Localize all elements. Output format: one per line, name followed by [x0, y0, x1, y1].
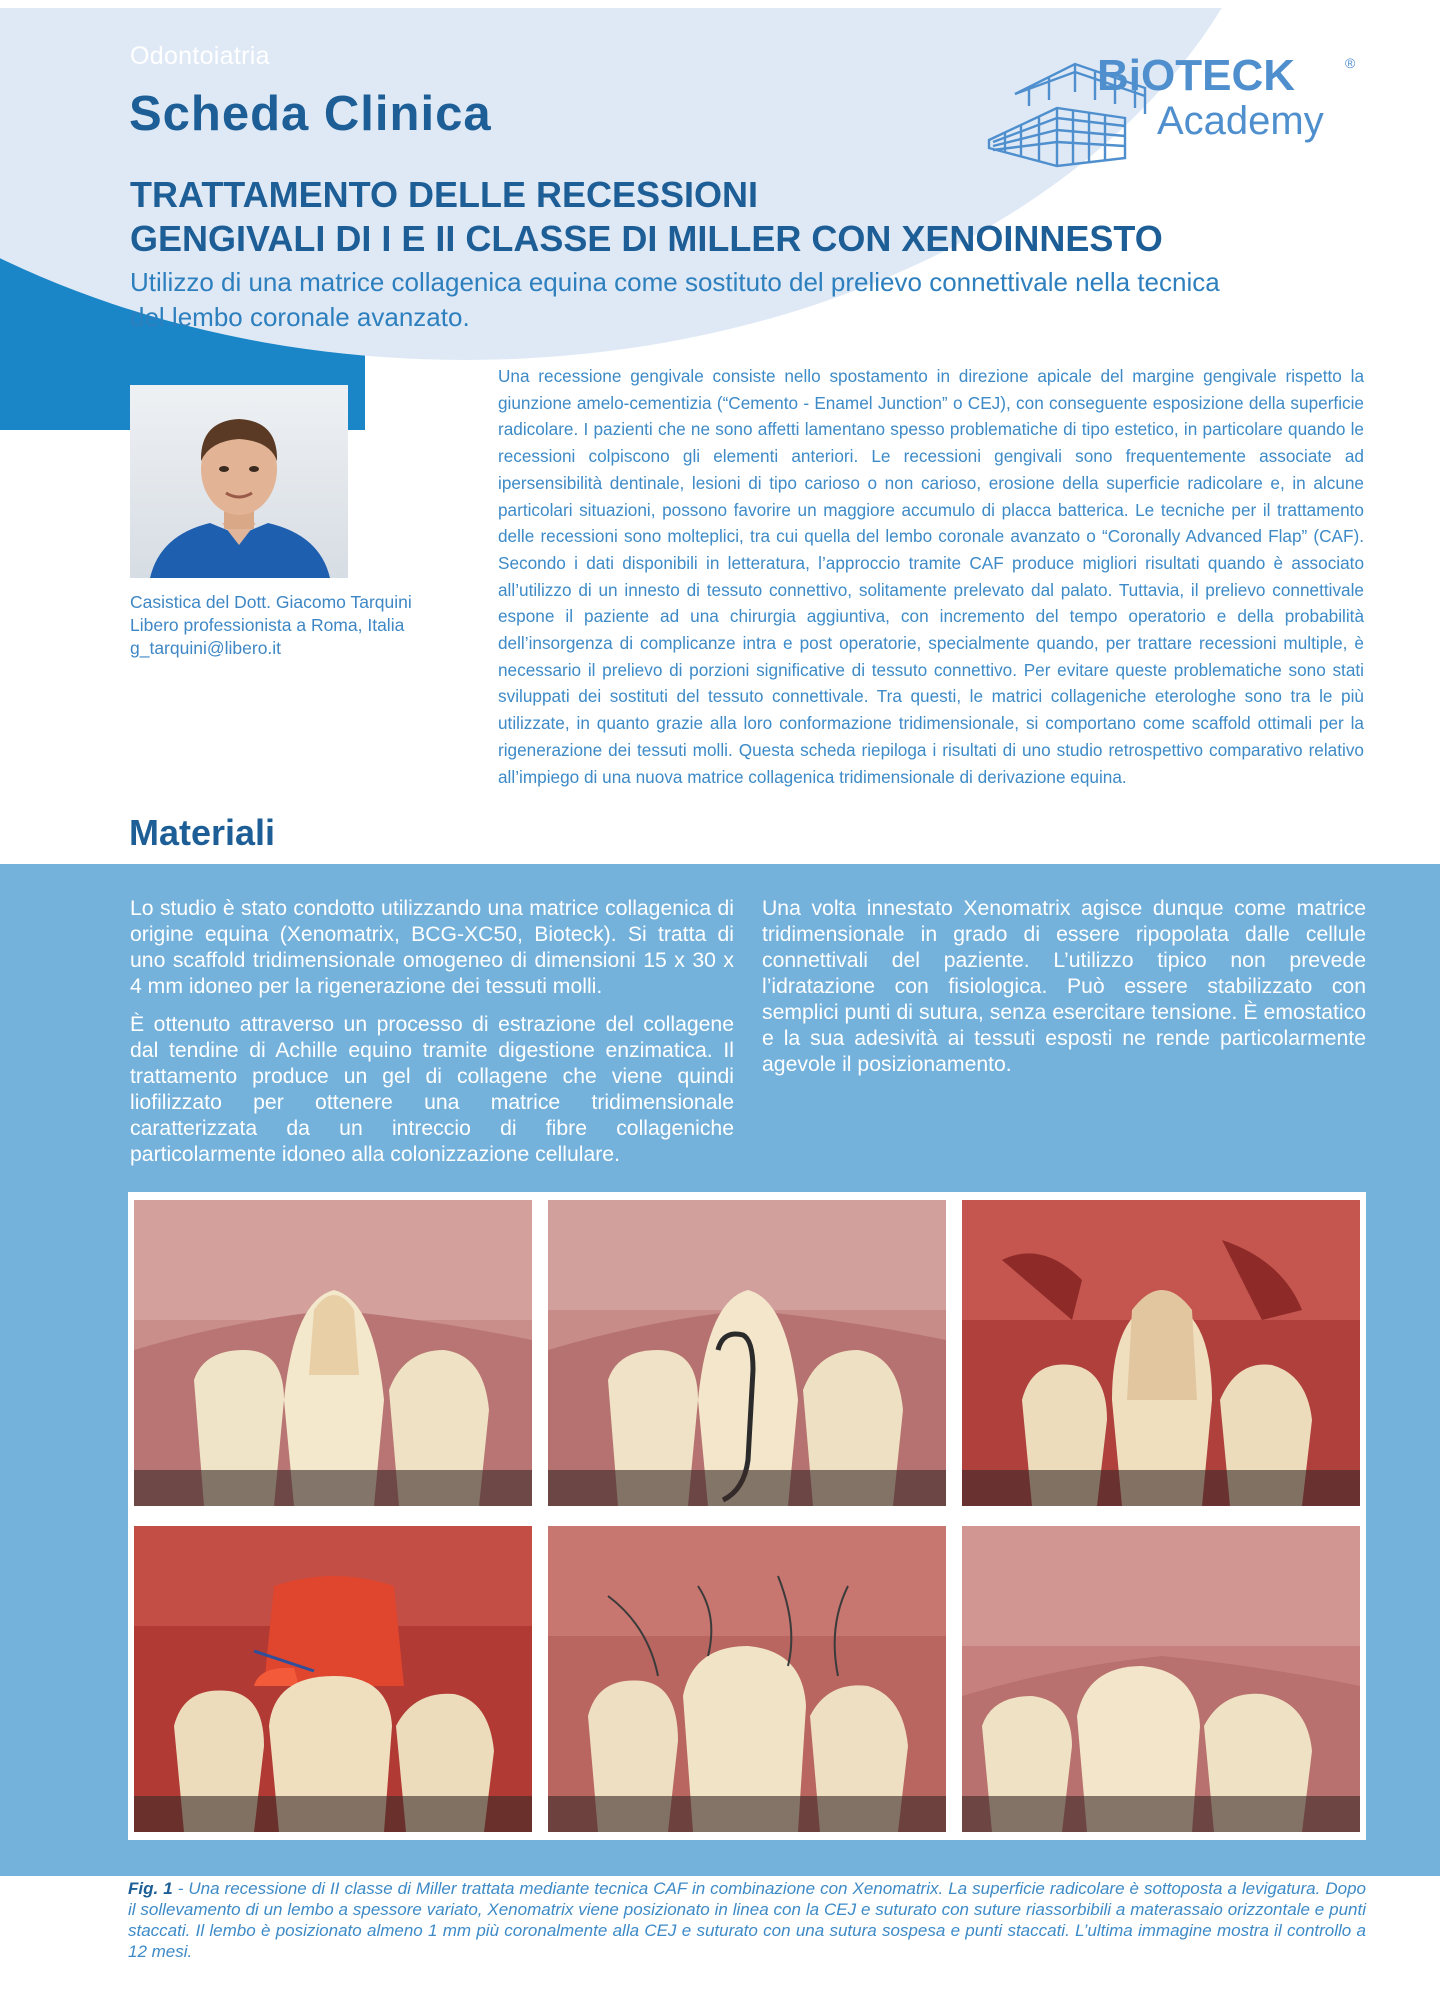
- author-name: Casistica del Dott. Giacomo Tarquini: [130, 592, 412, 612]
- document-type-title: Scheda Clinica: [129, 87, 492, 141]
- subtitle: Utilizzo di una matrice collagenica equina come sostituto del prelievo connettivale nella tecnica del lembo coronale avanzato.: [130, 267, 1220, 332]
- clinical-photo-2: [548, 1200, 946, 1506]
- materials-paragraph-1: Lo studio è stato condotto utilizzando una matrice collagenica di origine equina (Xenomatrix, BCG-XC50, Bioteck). Si tratta di uno scaffold tridimensionale omogeneo di dimensioni 15 x 30 x 4 mm idoneo per la rigenerazione dei tessuti molli.: [130, 897, 734, 998]
- clinical-photo-1: [134, 1200, 532, 1506]
- category-label: Odontoiatria: [130, 42, 270, 70]
- materials-column-right: [762, 896, 1366, 1090]
- intro-paragraph: Una recessione gengivale consiste nello spostamento in direzione apicale del margine gengivale rispetto la giunzione amelo-cementizia (“Cemento - Enamel Junction” o CEJ), con conseguente esposizione della superficie radicolare. I pazienti che ne sono affetti lamentano spesso problematiche di tipo estetico, in particolare quando le recessioni colpiscono gli elementi anteriori. Le recessioni gengivali sono frequentemente associate ad ipersensibilità dentinale, lesioni di tipo carioso o non carioso, erosione della superficie radicolare e, in alcune particolari situazioni, possono favorire un maggiore accumulo di placca batterica. Le tecniche per il trattamento delle recessioni sono molteplici, tra cui quella del lembo coronale avanzato o “Coronally Advanced Flap” (CAF). Secondo i dati disponibili in letteratura, l’approccio tramite CAF produce migliori risultati quando è associato all’utilizzo di un innesto di tessuto connettivo, solitamente prelevato dal palato. Tuttavia, il prelievo connettivale espone il paziente ad una chirurgia aggiuntiva, con incremento del tempo operatorio e della probabilità dell’insorgenza di complicanze intra e post operatorie, specialmente quando, per trattare recessioni multiple, è necessario il prelievo di porzioni significative di tessuto connettivo. Per evitare queste problematiche sono stati sviluppati dei sostituti del tessuto connettivale. Tra questi, le matrici collageniche eterologhe sono tra le più utilizzate, in quanto grazie alla loro conformazione tridimensionale, si comportano come scaffold ottimali per la rigenerazione dei tessuti molli. Questa scheda riepiloga i risultati di uno studio retrospettivo comparativo relativo all’impiego di una nuova matrice collagenica tridimensionale di derivazione equina.: [498, 366, 1364, 787]
- clinical-photo-panel: [128, 1192, 1366, 1840]
- materials-column-left: [130, 896, 734, 1180]
- figure-caption-text: - Una recessione di II classe di Miller trattata mediante tecnica CAF in combinazione con Xenomatrix. La superficie radicolare è sottoposta a levigatura. Dopo il sollevamento di un lembo a spessore variato, Xenomatrix viene posizionato in linea con la CEJ e suturato con suture riassorbibili a materassaio orizzontale e punti staccati. Il lembo è posizionato almeno 1 mm più coronalmente alla CEJ e suturato con una sutura sospesa e punti staccati. L’ultima immagine mostra il controllo a 12 mesi.: [128, 1879, 1366, 1961]
- figure-label: Fig. 1: [128, 1879, 173, 1898]
- author-photo: [130, 385, 348, 578]
- clinical-photo-5: [548, 1526, 946, 1832]
- materials-paragraph-2: È ottenuto attraverso un processo di estrazione del collagene dal tendine di Achille equino tramite digestione enzimatica. Il trattamento produce un gel di collagene che viene quindi liofilizzato per ottenere una matrice tridimensionale caratterizzata da un intreccio di fibre collageniche particolarmente idoneo alla colonizzazione cellulare.: [130, 1013, 734, 1166]
- clinical-photo-3: [962, 1200, 1360, 1506]
- main-title-line-2: GENGIVALI DI I E II CLASSE DI MILLER CON XENOINNESTO: [130, 218, 1163, 259]
- clinical-photo-4: [134, 1526, 532, 1832]
- logo-academy-text: Academy: [1157, 99, 1324, 143]
- logo-registered-mark: ®: [1345, 55, 1356, 71]
- top-strip: [0, 0, 1440, 8]
- logo-brand-text: BiOTECK: [1097, 51, 1295, 100]
- main-title: [130, 173, 1330, 261]
- author-role: Libero professionista a Roma, Italia: [130, 615, 405, 635]
- author-email[interactable]: g_tarquini@libero.it: [130, 638, 282, 658]
- figure-caption: [128, 1878, 1366, 1962]
- main-title-line-1: TRATTAMENTO DELLE RECESSIONI: [130, 174, 759, 215]
- materials-heading: Materiali: [129, 812, 276, 853]
- bioteck-academy-logo: [985, 48, 1357, 168]
- clinical-photo-6: [962, 1526, 1360, 1832]
- materials-paragraph-3: Una volta innestato Xenomatrix agisce dunque come matrice tridimensionale in grado di essere ripopolata dalle cellule connettivali del paziente. L’utilizzo tipico non prevede l’idratazione con fisiologica. Può essere stabilizzato con semplici punti di sutura, senza esercitare tensione. È emostatico e la sua adesività ai tessuti esposti ne rende particolarmente agevole il posizionamento.: [762, 897, 1366, 1076]
- author-info: [130, 591, 412, 660]
